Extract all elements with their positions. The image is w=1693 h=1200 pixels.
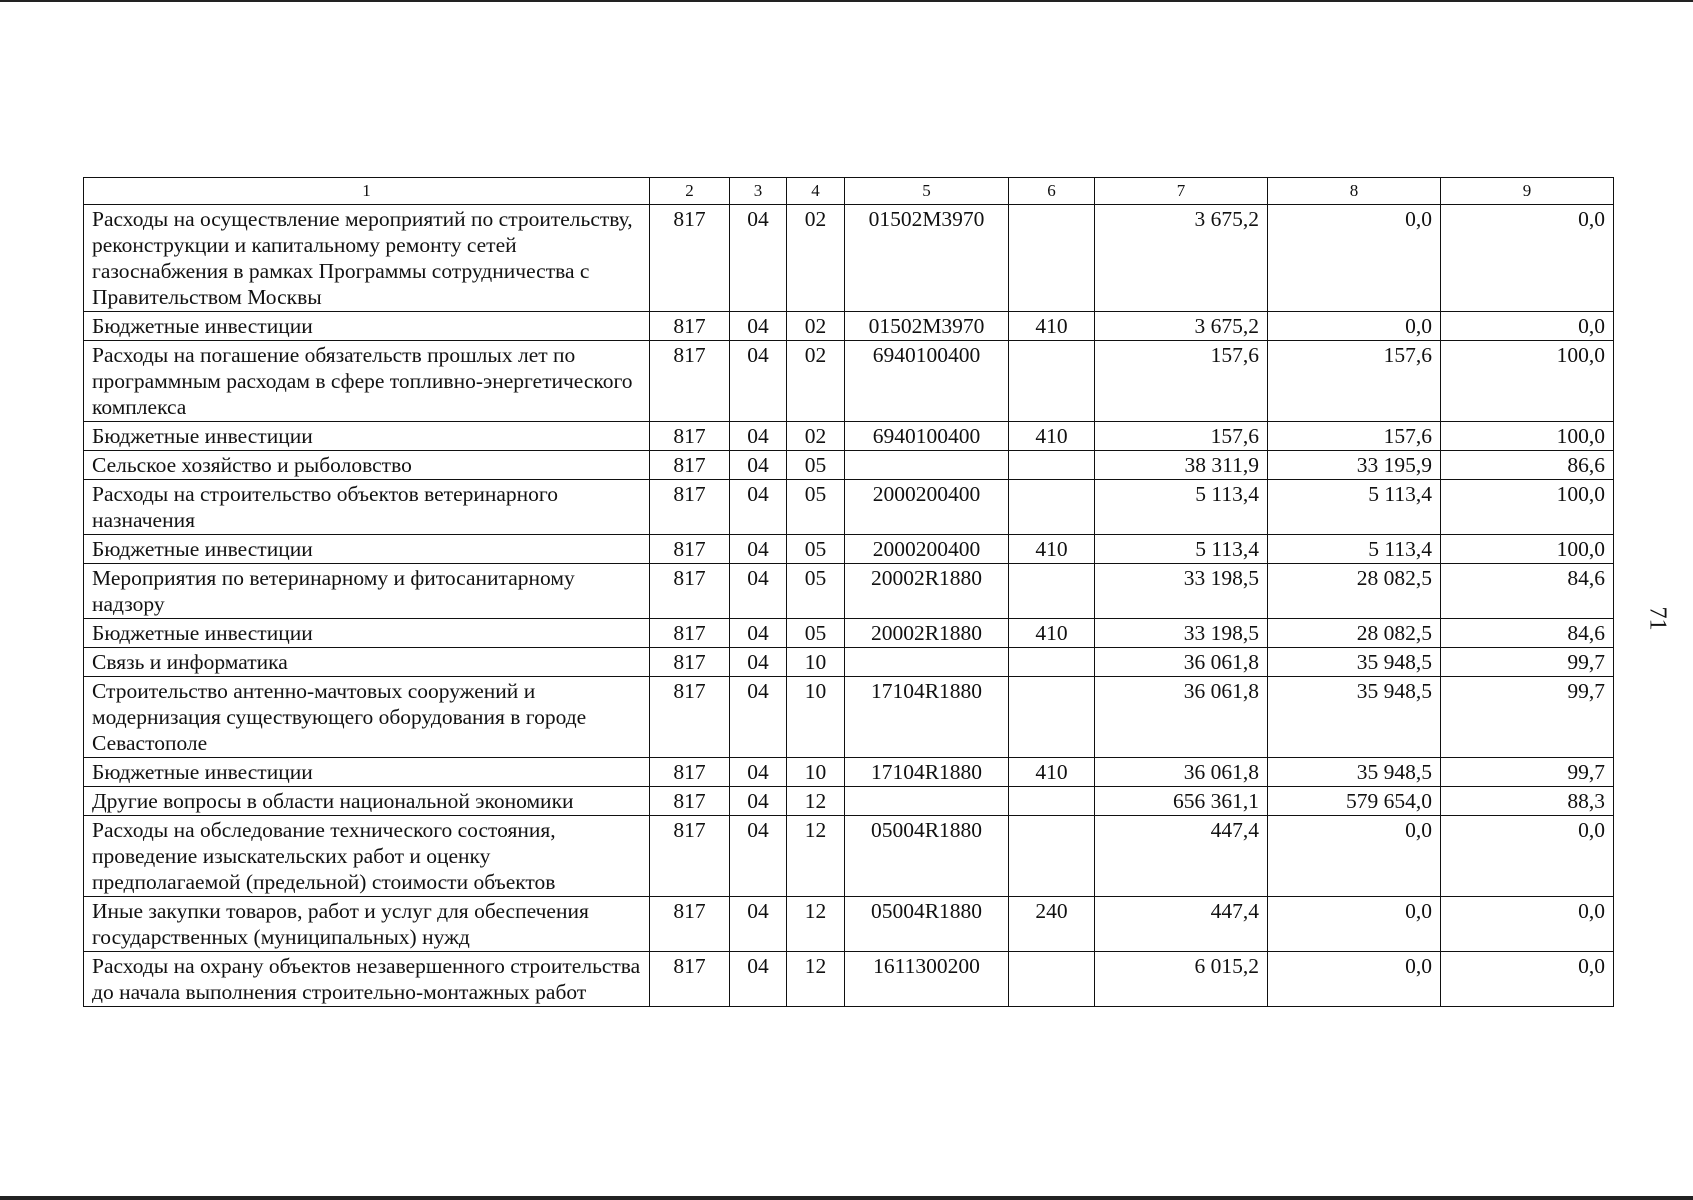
row-planned-amount: 33 198,5 — [1095, 564, 1268, 619]
row-execution-percent: 0,0 — [1441, 312, 1614, 341]
row-ministry-code: 817 — [650, 535, 730, 564]
row-planned-amount: 36 061,8 — [1095, 648, 1268, 677]
table-body — [84, 178, 1614, 1007]
row-executed-amount: 28 082,5 — [1268, 619, 1441, 648]
row-description: Иные закупки товаров, работ и услуг для обеспечения государственных (муниципальных) нужд — [84, 897, 650, 952]
row-execution-percent: 99,7 — [1441, 758, 1614, 787]
row-execution-percent: 99,7 — [1441, 677, 1614, 758]
row-subsection-code: 02 — [787, 341, 845, 422]
table-row — [84, 422, 1614, 451]
budget-table — [83, 177, 1614, 1007]
row-ministry-code: 817 — [650, 480, 730, 535]
row-description: Бюджетные инвестиции — [84, 535, 650, 564]
row-executed-amount: 35 948,5 — [1268, 648, 1441, 677]
table-row — [84, 816, 1614, 897]
table-row — [84, 451, 1614, 480]
row-execution-percent: 100,0 — [1441, 480, 1614, 535]
row-section-code: 04 — [730, 451, 787, 480]
row-subsection-code: 05 — [787, 480, 845, 535]
row-description: Связь и информатика — [84, 648, 650, 677]
row-ministry-code: 817 — [650, 422, 730, 451]
row-description: Расходы на охрану объектов незавершенного строительства до начала выполнения строительно-монтажных работ — [84, 952, 650, 1007]
row-planned-amount: 5 113,4 — [1095, 535, 1268, 564]
row-ministry-code: 817 — [650, 451, 730, 480]
table-row — [84, 758, 1614, 787]
row-expense-type: 410 — [1009, 619, 1095, 648]
row-execution-percent: 84,6 — [1441, 564, 1614, 619]
row-target-article: 20002R1880 — [845, 619, 1009, 648]
row-description: Бюджетные инвестиции — [84, 422, 650, 451]
row-subsection-code: 12 — [787, 787, 845, 816]
row-expense-type — [1009, 648, 1095, 677]
row-executed-amount: 5 113,4 — [1268, 535, 1441, 564]
row-planned-amount: 38 311,9 — [1095, 451, 1268, 480]
row-target-article: 17104R1880 — [845, 758, 1009, 787]
row-planned-amount: 33 198,5 — [1095, 619, 1268, 648]
row-ministry-code: 817 — [650, 619, 730, 648]
row-expense-type: 410 — [1009, 312, 1095, 341]
row-ministry-code: 817 — [650, 677, 730, 758]
row-description: Бюджетные инвестиции — [84, 312, 650, 341]
table-row — [84, 205, 1614, 312]
row-description: Мероприятия по ветеринарному и фитосанитарному надзору — [84, 564, 650, 619]
row-ministry-code: 817 — [650, 787, 730, 816]
row-target-article: 6940100400 — [845, 422, 1009, 451]
row-executed-amount: 33 195,9 — [1268, 451, 1441, 480]
row-planned-amount: 157,6 — [1095, 341, 1268, 422]
row-target-article: 2000200400 — [845, 535, 1009, 564]
row-executed-amount: 157,6 — [1268, 341, 1441, 422]
row-execution-percent: 0,0 — [1441, 205, 1614, 312]
row-executed-amount: 0,0 — [1268, 205, 1441, 312]
row-execution-percent: 100,0 — [1441, 422, 1614, 451]
row-description: Бюджетные инвестиции — [84, 758, 650, 787]
row-expense-type — [1009, 451, 1095, 480]
row-section-code: 04 — [730, 816, 787, 897]
table-row — [84, 535, 1614, 564]
row-subsection-code: 05 — [787, 619, 845, 648]
header-cell-6: 6 — [1009, 178, 1095, 205]
table-header-row — [84, 178, 1614, 205]
row-section-code: 04 — [730, 564, 787, 619]
row-execution-percent: 0,0 — [1441, 816, 1614, 897]
page-border-top — [0, 0, 1693, 2]
row-planned-amount: 447,4 — [1095, 816, 1268, 897]
row-execution-percent: 86,6 — [1441, 451, 1614, 480]
row-target-article: 2000200400 — [845, 480, 1009, 535]
row-expense-type — [1009, 816, 1095, 897]
row-section-code: 04 — [730, 422, 787, 451]
row-expense-type — [1009, 564, 1095, 619]
table-row — [84, 677, 1614, 758]
row-executed-amount: 0,0 — [1268, 816, 1441, 897]
row-executed-amount: 28 082,5 — [1268, 564, 1441, 619]
header-cell-8: 8 — [1268, 178, 1441, 205]
row-planned-amount: 36 061,8 — [1095, 677, 1268, 758]
header-cell-4: 4 — [787, 178, 845, 205]
page-number: 71 — [1644, 606, 1671, 631]
row-section-code: 04 — [730, 535, 787, 564]
row-executed-amount: 0,0 — [1268, 897, 1441, 952]
row-execution-percent: 84,6 — [1441, 619, 1614, 648]
row-target-article — [845, 648, 1009, 677]
row-executed-amount: 5 113,4 — [1268, 480, 1441, 535]
row-section-code: 04 — [730, 480, 787, 535]
row-description: Сельское хозяйство и рыболовство — [84, 451, 650, 480]
row-section-code: 04 — [730, 787, 787, 816]
row-planned-amount: 5 113,4 — [1095, 480, 1268, 535]
row-section-code: 04 — [730, 341, 787, 422]
row-description: Расходы на осуществление мероприятий по строительству, реконструкции и капитальному ремонту сетей газоснабжения в рамках Программы сотрудничества с Правительством Москвы — [84, 205, 650, 312]
table-row — [84, 564, 1614, 619]
header-cell-1: 1 — [84, 178, 650, 205]
row-target-article — [845, 451, 1009, 480]
row-section-code: 04 — [730, 648, 787, 677]
row-planned-amount: 36 061,8 — [1095, 758, 1268, 787]
row-planned-amount: 447,4 — [1095, 897, 1268, 952]
row-ministry-code: 817 — [650, 312, 730, 341]
row-executed-amount: 0,0 — [1268, 312, 1441, 341]
row-ministry-code: 817 — [650, 816, 730, 897]
row-description: Расходы на погашение обязательств прошлых лет по программным расходам в сфере топливно-энергетического комплекса — [84, 341, 650, 422]
page-border-bottom — [0, 1196, 1693, 1200]
table-row — [84, 952, 1614, 1007]
row-target-article: 05004R1880 — [845, 816, 1009, 897]
row-ministry-code: 817 — [650, 897, 730, 952]
row-planned-amount: 3 675,2 — [1095, 205, 1268, 312]
row-subsection-code: 02 — [787, 422, 845, 451]
row-subsection-code: 02 — [787, 205, 845, 312]
row-expense-type — [1009, 677, 1095, 758]
row-subsection-code: 12 — [787, 952, 845, 1007]
row-section-code: 04 — [730, 952, 787, 1007]
row-expense-type — [1009, 480, 1095, 535]
row-subsection-code: 12 — [787, 816, 845, 897]
row-section-code: 04 — [730, 758, 787, 787]
row-description: Другие вопросы в области национальной экономики — [84, 787, 650, 816]
row-expense-type — [1009, 205, 1095, 312]
row-ministry-code: 817 — [650, 341, 730, 422]
row-expense-type — [1009, 952, 1095, 1007]
row-execution-percent: 0,0 — [1441, 897, 1614, 952]
row-execution-percent: 88,3 — [1441, 787, 1614, 816]
table-row — [84, 312, 1614, 341]
row-ministry-code: 817 — [650, 648, 730, 677]
row-expense-type: 410 — [1009, 758, 1095, 787]
row-ministry-code: 817 — [650, 564, 730, 619]
table-row — [84, 480, 1614, 535]
table-row — [84, 619, 1614, 648]
row-execution-percent: 100,0 — [1441, 341, 1614, 422]
row-planned-amount: 656 361,1 — [1095, 787, 1268, 816]
row-ministry-code: 817 — [650, 758, 730, 787]
table-row — [84, 648, 1614, 677]
row-executed-amount: 579 654,0 — [1268, 787, 1441, 816]
row-subsection-code: 05 — [787, 451, 845, 480]
row-subsection-code: 05 — [787, 564, 845, 619]
row-expense-type: 410 — [1009, 535, 1095, 564]
row-executed-amount: 0,0 — [1268, 952, 1441, 1007]
row-planned-amount: 157,6 — [1095, 422, 1268, 451]
row-ministry-code: 817 — [650, 205, 730, 312]
row-description: Строительство антенно-мачтовых сооружений и модернизация существующего оборудования в городе Севастополе — [84, 677, 650, 758]
table-row — [84, 897, 1614, 952]
row-target-article — [845, 787, 1009, 816]
row-target-article: 01502M3970 — [845, 205, 1009, 312]
row-section-code: 04 — [730, 619, 787, 648]
row-expense-type: 410 — [1009, 422, 1095, 451]
row-executed-amount: 35 948,5 — [1268, 758, 1441, 787]
row-target-article: 17104R1880 — [845, 677, 1009, 758]
header-cell-5: 5 — [845, 178, 1009, 205]
row-target-article: 01502M3970 — [845, 312, 1009, 341]
row-description: Бюджетные инвестиции — [84, 619, 650, 648]
row-planned-amount: 3 675,2 — [1095, 312, 1268, 341]
row-description: Расходы на обследование технического состояния, проведение изыскательских работ и оценку предполагаемой (предельной) стоимости объектов — [84, 816, 650, 897]
row-subsection-code: 02 — [787, 312, 845, 341]
row-target-article: 20002R1880 — [845, 564, 1009, 619]
row-description: Расходы на строительство объектов ветеринарного назначения — [84, 480, 650, 535]
row-subsection-code: 05 — [787, 535, 845, 564]
header-cell-9: 9 — [1441, 178, 1614, 205]
row-subsection-code: 12 — [787, 897, 845, 952]
row-execution-percent: 0,0 — [1441, 952, 1614, 1007]
row-expense-type — [1009, 341, 1095, 422]
table-row — [84, 341, 1614, 422]
row-ministry-code: 817 — [650, 952, 730, 1007]
table-row — [84, 787, 1614, 816]
row-subsection-code: 10 — [787, 677, 845, 758]
row-executed-amount: 35 948,5 — [1268, 677, 1441, 758]
row-planned-amount: 6 015,2 — [1095, 952, 1268, 1007]
row-target-article: 05004R1880 — [845, 897, 1009, 952]
row-target-article: 1611300200 — [845, 952, 1009, 1007]
row-expense-type — [1009, 787, 1095, 816]
row-section-code: 04 — [730, 312, 787, 341]
row-subsection-code: 10 — [787, 648, 845, 677]
row-expense-type: 240 — [1009, 897, 1095, 952]
header-cell-2: 2 — [650, 178, 730, 205]
header-cell-7: 7 — [1095, 178, 1268, 205]
row-subsection-code: 10 — [787, 758, 845, 787]
row-execution-percent: 100,0 — [1441, 535, 1614, 564]
row-executed-amount: 157,6 — [1268, 422, 1441, 451]
row-section-code: 04 — [730, 897, 787, 952]
header-cell-3: 3 — [730, 178, 787, 205]
row-section-code: 04 — [730, 205, 787, 312]
row-target-article: 6940100400 — [845, 341, 1009, 422]
row-execution-percent: 99,7 — [1441, 648, 1614, 677]
row-section-code: 04 — [730, 677, 787, 758]
